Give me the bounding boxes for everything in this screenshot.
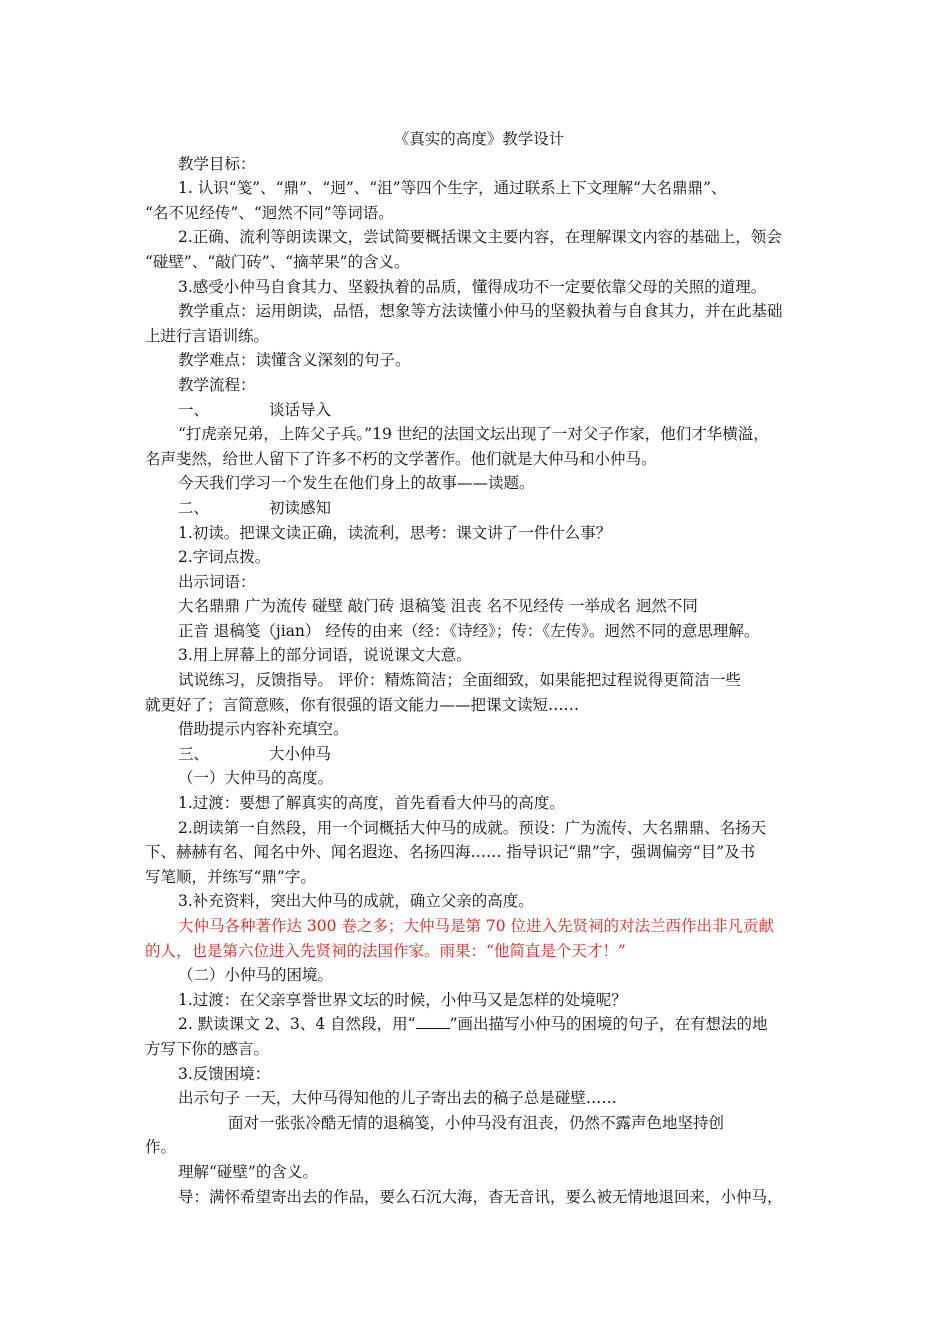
intro-line-3: 今天我们学习一个发生在他们身上的故事——读题。 [178,474,535,493]
sub1-step-2-line-1: 2.朗读第一自然段，用一个词概括大仲马的成就。预设：广为流传、大名鼎鼎、名扬天 [178,818,767,837]
section-2-title: 初读感知 [269,498,332,517]
document-page [145,127,813,1209]
sub1-step-2-line-3: 写笔顺，并练写“鼎”字。 [145,867,316,886]
sub2-step-2-line-2: 方写下你的感言。 [145,1039,270,1058]
document-title: 《真实的高度》教学设计 [393,130,565,148]
vocabulary-list: 大名鼎鼎 广为流传 碰壁 敲门砖 退稿笺 沮丧 名不见经传 一举成名 迥然不同 [178,597,698,616]
section-1-number: 一、 [178,400,210,419]
section-3-number: 三、 [178,744,210,763]
sub1-step-1: 1.过渡：要想了解真实的高度，首先看看大仲马的高度。 [178,794,565,813]
sub2-step-2-suffix: ”画出描写小仲马的困境的句子，在有想法的地 [449,1015,768,1034]
section-1-heading [145,398,813,423]
show-words-label: 出示词语： [178,572,256,591]
sub1-step-3: 3.补充资料，突出大仲马的成就，确立父亲的高度。 [178,892,534,911]
section-2-heading [145,496,813,521]
understand-note: 理解“碰壁”的含义。 [178,1162,318,1181]
quote-line-1: 面对一张张冷酷无情的退稿笺，小仲马没有沮丧，仍然不露声色地坚持创 [228,1113,725,1132]
fill-blank-note: 借助提示内容补充填空。 [178,720,349,739]
goal-3: 3.感受小仲马自食其力、坚毅执着的品质，懂得成功不一定要依靠父母的关照的道理。 [178,277,767,296]
supplement-red-line-2: 的人，也是第六位进入先贤祠的法国作家。雨果：“他简直是个天才！” [145,941,626,960]
goal-2-line-1: 2.正确、流利等朗读课文，尝试简要概括课文主要内容，在理解课文内容的基础上，领会 [178,228,782,247]
guide-line: 导：满怀希望寄出去的作品，要么石沉大海，杳无音讯，要么被无情地退回来，小仲马， [178,1187,783,1206]
sub2-step-3: 3.反馈困境： [178,1064,271,1083]
sub2-step-2-line-1 [145,1012,813,1037]
section-1-title: 谈话导入 [269,400,332,419]
show-sentence: 出示句子 一天，大仲马得知他的儿子寄出去的稿子总是碰壁…… [178,1089,617,1108]
difficulty: 教学难点：读懂含义深刻的句子。 [178,351,411,370]
sub2-step-2-prefix: 2. 默读课文 2、3、4 自然段，用“ [178,1015,416,1034]
underline-mark [416,1014,450,1029]
goal-2-line-2: “碰壁”、“敲门砖”、“摘苹果”的含义。 [145,252,410,271]
key-point-line-1: 教学重点：运用朗读，品悟，想象等方法读懂小仲马的坚毅执着与自食其力，并在此基础 [178,302,783,321]
reading-step-1: 1.初读。把课文读正确，读流利，思考：课文讲了一件什么事？ [178,523,612,542]
section-3-heading [145,742,813,767]
section-3-title: 大小仲马 [269,744,332,763]
section-2-number: 二、 [178,498,210,517]
intro-line-1: “打虎亲兄弟，上阵父子兵。”19 世纪的法国文坛出现了一对父子作家，他们才华横溢， [178,425,769,444]
sub1-step-2-line-2: 下、赫赫有名、闻名中外、闻名遐迩、名扬四海…… 指导识记“鼎”字，强调偏旁“目”及书 [145,843,756,862]
quote-line-2: 作。 [145,1138,177,1157]
reading-step-2: 2.字词点拨。 [178,548,271,567]
practice-line-1: 试说练习，反馈指导。 评价：精炼简洁；全面细致，如果能把过程说得更简洁一些 [178,671,741,690]
pronunciation-note: 正音 退稿笺（jian） 经传的由来（经：《诗经》；传：《左传》。迥然不同的意思理解。 [178,621,760,640]
subsection-1-heading: （一）大仲马的高度。 [178,769,334,788]
subsection-2-heading: （二）小仲马的困境。 [178,966,334,985]
reading-step-3: 3.用上屏幕上的部分词语，说说课文大意。 [178,646,472,665]
goal-1-line-2: “名不见经传”、“迥然不同”等词语。 [145,203,394,222]
supplement-red-line-1: 大仲马各种著作达 300 卷之多；大仲马是第 70 位进入先贤祠的对法兰西作出非凡贡献 [178,917,775,935]
intro-line-2: 名声斐然，给世人留下了许多不朽的文学著作。他们就是大仲马和小仲马。 [145,449,657,468]
goal-1-line-1: 1. 认识“笺”、“鼎”、“迥”、“沮”等四个生字，通过联系上下文理解“大名鼎鼎”、 [178,179,727,198]
key-point-line-2: 上进行言语训练。 [145,326,270,345]
process-heading: 教学流程： [178,375,256,394]
practice-line-2: 就更好了；言简意赅，你有很强的语文能力——把课文读短…… [145,695,580,714]
goals-heading: 教学目标： [178,154,256,173]
sub2-step-1: 1.过渡：在父亲享誉世界文坛的时候，小仲马又是怎样的处境呢？ [178,990,627,1009]
